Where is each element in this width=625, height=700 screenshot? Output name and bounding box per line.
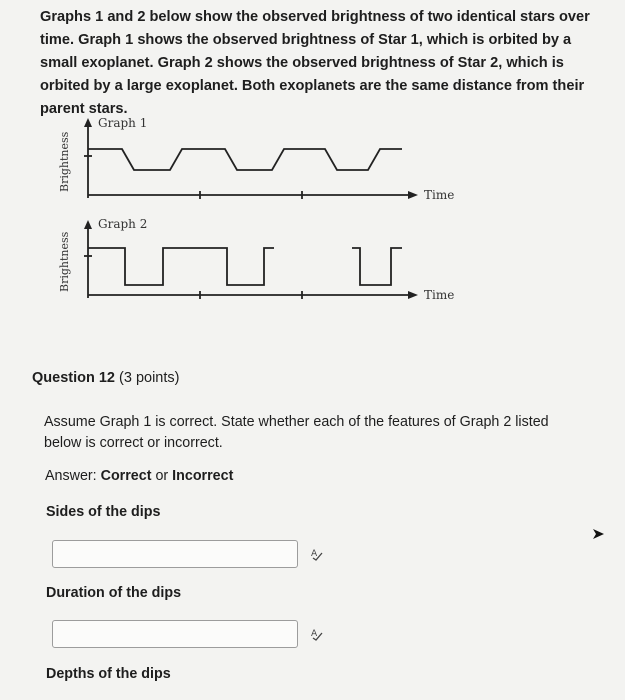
question-intro-text: Graphs 1 and 2 below show the observed brightness of two identical stars over time. Graph 1 shows the observed brightness of Star 1, which is orbited by a small exoplanet. Graph 2 shows the observed brightness of Star 2, which is orbited by a large exoplanet. Both exoplanets are the same distance from their parent stars. <box>40 9 590 117</box>
graph-2 <box>50 214 470 310</box>
answer-input-sides[interactable] <box>52 540 298 568</box>
graph-1-y-label: Brightness <box>58 131 71 192</box>
feature-label-depths: Depths of the dips <box>46 666 171 682</box>
graph-1-x-arrow <box>408 191 418 199</box>
graph-2-light-curve-part-2 <box>352 248 402 285</box>
graph-2-light-curve-part-1 <box>88 248 274 285</box>
graph-1-title: Graph 1 <box>98 116 148 130</box>
question-number: Question 12 <box>32 370 115 386</box>
graph-2-y-arrow <box>84 220 92 229</box>
svg-text:A: A <box>311 549 318 559</box>
question-body-text: Assume Graph 1 is correct. State whether each of the features of Graph 2 listed below is correct or incorrect. <box>44 414 549 451</box>
answer-option-incorrect: Incorrect <box>172 468 234 484</box>
feature-label-duration: Duration of the dips <box>46 585 182 601</box>
graph-2-title: Graph 2 <box>98 217 148 231</box>
graph-1-light-curve <box>88 149 402 170</box>
graph-2-x-label: Time <box>424 288 455 302</box>
graph-1 <box>50 114 470 210</box>
answer-input-duration[interactable] <box>52 620 298 648</box>
graph-2-y-label: Brightness <box>58 231 71 292</box>
question-title <box>32 370 179 386</box>
svg-text:A: A <box>311 629 318 639</box>
graph-2-plot <box>50 214 470 310</box>
answer-or: or <box>151 468 173 484</box>
question-points: (3 points) <box>119 370 180 386</box>
answer-option-correct: Correct <box>100 468 152 484</box>
graph-1-y-arrow <box>84 118 92 127</box>
spellcheck-icon[interactable] <box>310 627 324 641</box>
answer-instruction <box>45 468 233 484</box>
spellcheck-icon[interactable] <box>310 547 324 561</box>
graph-1-plot <box>50 114 470 210</box>
graph-1-x-label: Time <box>424 188 455 202</box>
answer-prefix: Answer: <box>45 468 101 484</box>
mouse-cursor-icon <box>590 526 606 542</box>
graph-2-x-arrow <box>408 291 418 299</box>
feature-label-sides: Sides of the dips <box>46 504 161 520</box>
